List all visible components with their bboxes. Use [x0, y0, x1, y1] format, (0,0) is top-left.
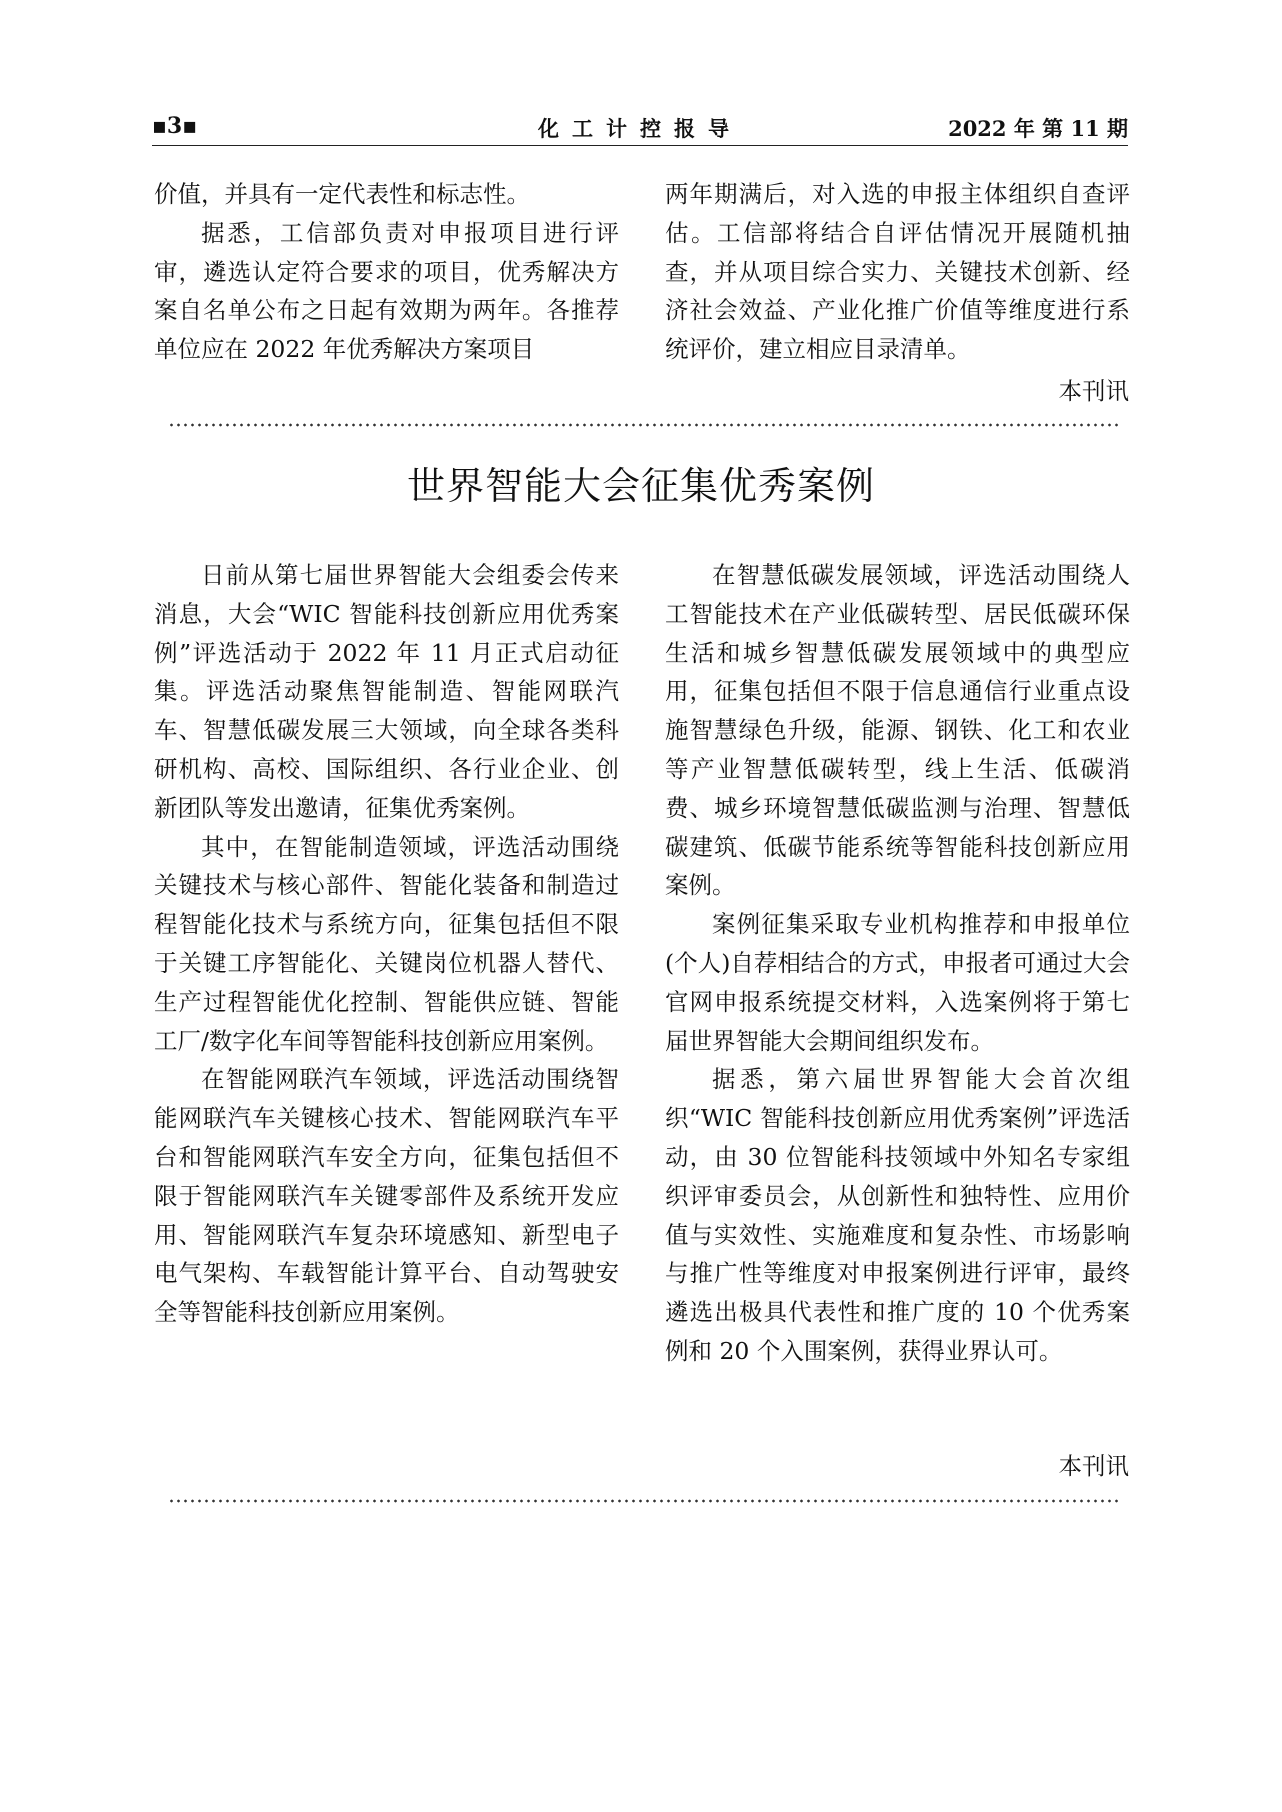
- article2-signature: 本刊讯: [1058, 1452, 1129, 1480]
- article1-left-column: [154, 175, 619, 369]
- journal-name: 化工计控报导: [538, 116, 742, 141]
- page-header: [152, 105, 1128, 146]
- paragraph: 其中，在智能制造领域，评选活动围绕关键技术与核心部件、智能化装备和制造过程智能化技术与系统方向，征集包括但不限于关键工序智能化、关键岗位机器人替代、生产过程智能优化控制、智能供应链、智能工厂/数字化车间等智能科技创新应用案例。: [154, 832, 619, 1055]
- paragraph: 案例征集采取专业机构推荐和申报单位(个人)自荐相结合的方式，申报者可通过大会官网申报系统提交材料，入选案例将于第七届世界智能大会期间组织发布。: [665, 910, 1130, 1055]
- paragraph: 价值，并具有一定代表性和标志性。: [154, 180, 530, 208]
- article1-signature: 本刊讯: [1058, 377, 1129, 405]
- article-title: 世界智能大会征集优秀案例: [406, 464, 875, 508]
- section-divider: [168, 1499, 1118, 1503]
- paragraph: 据悉，工信部负责对申报项目进行评审，遴选认定符合要求的项目，优秀解决方案自名单公布之日起有效期为两年。各推荐单位应在 2022 年优秀解决方案项目: [154, 218, 619, 364]
- section-divider: [168, 423, 1118, 427]
- page-number: ▪3▪: [152, 113, 198, 139]
- article1-right-column: [665, 175, 1130, 369]
- paragraph: 据悉，第六届世界智能大会首次组织“WIC 智能科技创新应用优秀案例”评选活动，由 30 位智能科技领域中外知名专家组织评审委员会，从创新性和独特性、应用价值与实效性、实施难度和复杂性、市场影响与推广性等维度对申报案例进行评审，最终遴选出极具代表性和推广度的 10 个优秀案例和 20 个入围案例，获得业界认可。: [665, 1065, 1130, 1365]
- paragraph: 在智慧低碳发展领域，评选活动围绕人工智能技术在产业低碳转型、居民低碳环保生活和城乡智慧低碳发展领域中的典型应用，征集包括但不限于信息通信行业重点设施智慧绿色升级，能源、钢铁、化工和农业等产业智慧低碳转型，线上生活、低碳消费、城乡环境智慧低碳监测与治理、智慧低碳建筑、低碳节能系统等智能科技创新应用案例。: [665, 561, 1130, 900]
- issue-label: 2022 年 第 11 期: [948, 116, 1128, 141]
- paragraph: 两年期满后，对入选的申报主体组织自查评估。工信部将结合自评估情况开展随机抽查，并从项目综合实力、关键技术创新、经济社会效益、产业化推广价值等维度进行系统评价，建立相应目录清单。: [665, 180, 1130, 364]
- article2-left-column: [154, 556, 619, 1332]
- paragraph: 在智能网联汽车领域，评选活动围绕智能网联汽车关键核心技术、智能网联汽车平台和智能网联汽车安全方向，征集包括但不限于智能网联汽车关键零部件及系统开发应用、智能网联汽车复杂环境感知、新型电子电气架构、车载智能计算平台、自动驾驶安全等智能科技创新应用案例。: [154, 1065, 619, 1327]
- article2-right-column: [665, 556, 1130, 1371]
- paragraph: 日前从第七届世界智能大会组委会传来消息，大会“WIC 智能科技创新应用优秀案例”评选活动于 2022 年 11 月正式启动征集。评选活动聚焦智能制造、智能网联汽车、智慧低碳发展三大领域，向全球各类科研机构、高校、国际组织、各行业企业、创新团队等发出邀请，征集优秀案例。: [154, 561, 619, 822]
